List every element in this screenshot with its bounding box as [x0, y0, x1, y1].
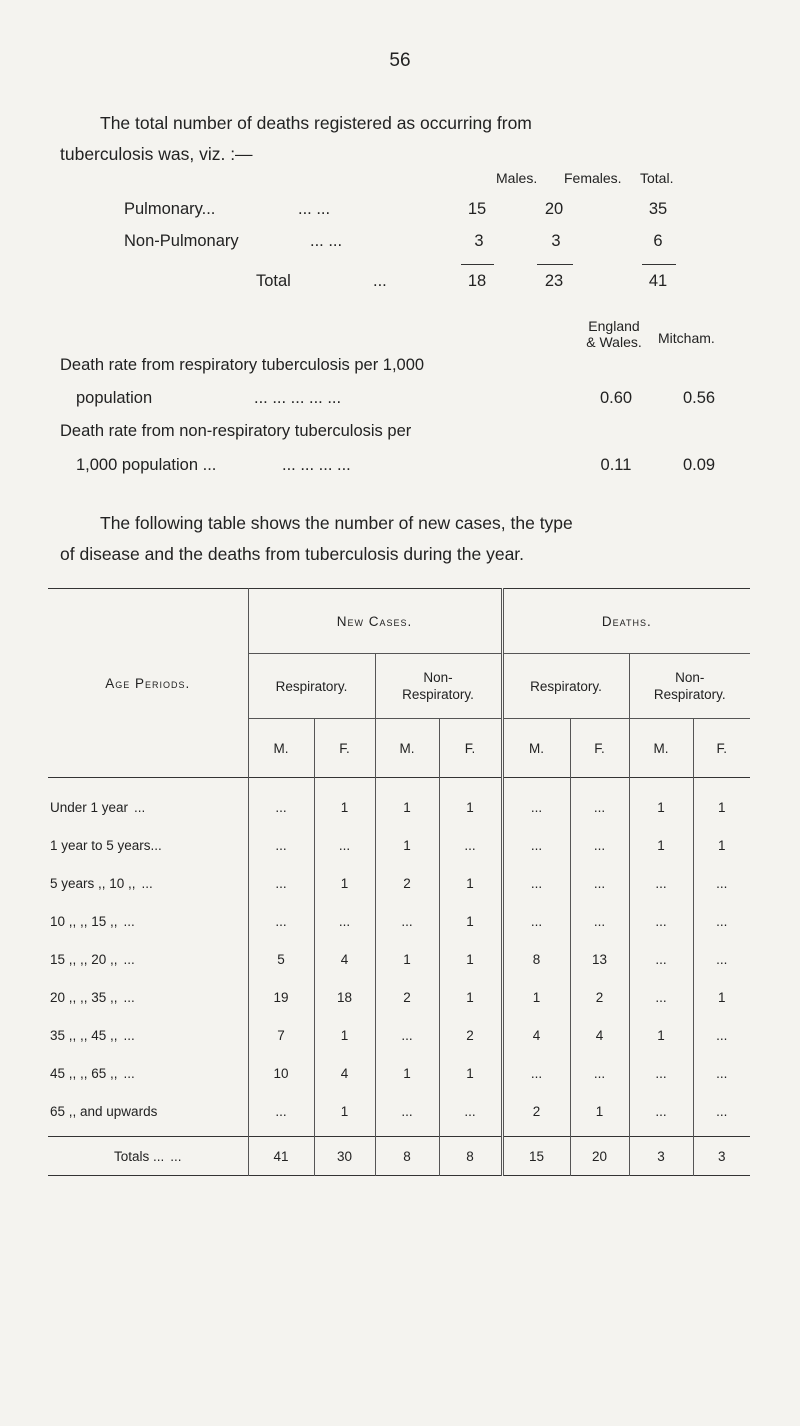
table-cell: 1 [314, 1092, 375, 1130]
males-underline [461, 264, 494, 265]
table-cell: ... [248, 788, 314, 826]
table-cell: ... [314, 826, 375, 864]
sex-m-header: M. [629, 719, 693, 778]
age-period-cell [48, 902, 248, 940]
table-cell: 1 [439, 1054, 502, 1092]
table-cell: ... [248, 1092, 314, 1130]
sex-f-header: F. [570, 719, 629, 778]
deaths-header: Deaths. [502, 589, 750, 654]
pulmonary-dots: ... ... [298, 200, 331, 218]
table-cell: 1 [570, 1092, 629, 1130]
age-period-dots: ... [123, 989, 135, 1005]
age-period-label: 20 ,, ,, 35 ,, [50, 989, 118, 1005]
new-nonresp-line1: Non- [423, 670, 453, 685]
table-cell: 4 [502, 1016, 570, 1054]
table-cell: ... [570, 826, 629, 864]
table-cell: 8 [502, 940, 570, 978]
table-cell: ... [375, 902, 439, 940]
age-period-label: 15 ,, ,, 20 ,, [50, 951, 118, 967]
rate-row2-line2: 1,000 population ... [76, 456, 217, 474]
table-cell: 19 [248, 978, 314, 1016]
age-period-label: 5 years ,, 10 ,, [50, 875, 136, 891]
rate-row1-england: 0.60 [599, 389, 633, 407]
table-cell: 41 [248, 1137, 314, 1176]
table-cell: 1 [314, 788, 375, 826]
england-header-line: England [588, 318, 640, 334]
table-cell: ... [248, 826, 314, 864]
age-period-label: Totals ... [113, 1148, 165, 1164]
sex-f-header: F. [439, 719, 502, 778]
table-cell: 1 [375, 1054, 439, 1092]
table-cell: 3 [693, 1137, 750, 1176]
age-period-dots: ... [123, 1065, 135, 1081]
table-row [48, 1092, 750, 1130]
table-cell: ... [570, 788, 629, 826]
table-cell: 1 [439, 788, 502, 826]
non-pulmonary-males: 3 [474, 232, 484, 250]
table-cell: ... [570, 864, 629, 902]
table-cell: ... [629, 940, 693, 978]
pulmonary-label: Pulmonary... [124, 200, 216, 218]
rate-row1-line1: Death rate from respiratory tuberculosis per 1,000 [60, 356, 425, 374]
table-intro-paragraph [60, 508, 760, 570]
table-cell: 13 [570, 940, 629, 978]
table-cell: 1 [629, 826, 693, 864]
age-period-cell [48, 1016, 248, 1054]
rate-row2-england: 0.11 [600, 456, 632, 474]
table-cell: ... [375, 1092, 439, 1130]
table-cell: 18 [314, 978, 375, 1016]
table-cell: 2 [375, 978, 439, 1016]
table-cell: 4 [314, 1054, 375, 1092]
table-cell: 4 [314, 940, 375, 978]
age-period-dots: ... [134, 799, 146, 815]
total-females: 23 [544, 272, 564, 290]
totals-row [48, 1137, 750, 1176]
table-cell: 2 [439, 1016, 502, 1054]
age-period-cell [48, 1054, 248, 1092]
table-cell: ... [629, 902, 693, 940]
table-cell: ... [502, 864, 570, 902]
table-cell: 2 [502, 1092, 570, 1130]
non-pulmonary-total: 6 [653, 232, 663, 250]
death-nonresp-header [629, 654, 750, 719]
death-resp-header: Respiratory. [502, 654, 629, 719]
females-underline [537, 264, 573, 265]
sex-f-header: F. [693, 719, 750, 778]
table-cell: ... [502, 788, 570, 826]
table-cell: ... [629, 978, 693, 1016]
table-cell: 1 [314, 864, 375, 902]
table-cell: 1 [375, 788, 439, 826]
table-cell: 1 [693, 788, 750, 826]
table-cell: ... [248, 902, 314, 940]
age-periods-header: Age Periods. [105, 675, 191, 691]
table-cell: 5 [248, 940, 314, 978]
age-period-cell [48, 978, 248, 1016]
table-cell: 1 [502, 978, 570, 1016]
table-cell: ... [693, 1016, 750, 1054]
age-period-dots: ... [123, 951, 135, 967]
table-cell: ... [502, 826, 570, 864]
total-males: 18 [467, 272, 487, 290]
table-cell: 1 [375, 940, 439, 978]
table-cell: 1 [439, 978, 502, 1016]
table-row [48, 788, 750, 826]
table-cell: 1 [375, 826, 439, 864]
death-nonresp-line1: Non- [675, 670, 705, 685]
table-row [48, 978, 750, 1016]
age-period-label: 10 ,, ,, 15 ,, [50, 913, 118, 929]
table-cell: ... [693, 1054, 750, 1092]
table-cell: ... [629, 864, 693, 902]
table-cell: 8 [375, 1137, 439, 1176]
table-cell: ... [314, 902, 375, 940]
table-cell: ... [629, 1092, 693, 1130]
table-cell: 4 [570, 1016, 629, 1054]
rate-row1-line2: population [76, 389, 153, 407]
age-period-cell [48, 826, 248, 864]
table-cell: ... [629, 1054, 693, 1092]
age-period-cell [48, 1137, 248, 1176]
age-period-label: Under 1 year [50, 799, 129, 815]
non-pulmonary-label: Non-Pulmonary [124, 232, 239, 250]
age-period-cell [48, 940, 248, 978]
pulmonary-males: 15 [467, 200, 487, 218]
table-cell: 8 [439, 1137, 502, 1176]
age-period-cell [48, 864, 248, 902]
table-cell: 1 [439, 864, 502, 902]
pulmonary-total: 35 [648, 200, 668, 218]
table-cell: 1 [439, 940, 502, 978]
rate-row1-dots: ... ... ... ... ... [254, 389, 342, 407]
age-period-dots: ... [141, 875, 153, 891]
age-period-label: 65 ,, and upwards [50, 1103, 158, 1119]
table-cell: 1 [693, 978, 750, 1016]
intro-paragraph [60, 108, 760, 170]
table-cell: 1 [629, 1016, 693, 1054]
age-period-dots: ... [170, 1148, 182, 1164]
table-row [48, 1054, 750, 1092]
page-number: 56 [389, 50, 411, 71]
age-period-dots [157, 1104, 163, 1119]
rate-row1-mitcham: 0.56 [682, 389, 716, 407]
table-cell: 1 [629, 788, 693, 826]
total-row-dots: ... [373, 272, 387, 290]
wales-header-line: & Wales. [586, 334, 642, 350]
total-row-label: Total [256, 272, 291, 290]
sex-m-header: M. [248, 719, 314, 778]
age-period-label: 35 ,, ,, 45 ,, [50, 1027, 118, 1043]
table-row [48, 940, 750, 978]
intro-line-1: The total number of deaths registered as occurring from [100, 113, 532, 133]
table-cell: 7 [248, 1016, 314, 1054]
sex-m-header: M. [502, 719, 570, 778]
tuberculosis-table [48, 588, 750, 1176]
table-cell: ... [439, 1092, 502, 1130]
table-intro-line-2: of disease and the deaths from tuberculosis during the year. [60, 544, 525, 564]
table-cell: ... [439, 826, 502, 864]
table-cell: ... [375, 1016, 439, 1054]
table-cell: 20 [570, 1137, 629, 1176]
age-period-label: 1 year to 5 years... [50, 837, 162, 853]
new-cases-header: New Cases. [248, 589, 502, 654]
age-period-dots [162, 838, 168, 853]
rate-row2-line1: Death rate from non-respiratory tuberculosis per [60, 422, 412, 440]
new-resp-header: Respiratory. [248, 654, 375, 719]
age-period-dots: ... [123, 913, 135, 929]
table-cell: ... [248, 864, 314, 902]
table-cell: 3 [629, 1137, 693, 1176]
age-period-label: 45 ,, ,, 65 ,, [50, 1065, 118, 1081]
table-cell: ... [693, 902, 750, 940]
males-header: Males. [496, 170, 538, 186]
table-row [48, 864, 750, 902]
table-row [48, 902, 750, 940]
table-cell: ... [693, 1092, 750, 1130]
table-cell: 30 [314, 1137, 375, 1176]
mitcham-header: Mitcham. [658, 330, 715, 346]
table-cell: ... [502, 1054, 570, 1092]
new-nonresp-header [375, 654, 502, 719]
table-cell: ... [570, 902, 629, 940]
non-pulmonary-females: 3 [551, 232, 561, 250]
rate-row2-mitcham: 0.09 [682, 456, 716, 474]
table-cell: 1 [314, 1016, 375, 1054]
table-cell: ... [502, 902, 570, 940]
table-cell: 2 [375, 864, 439, 902]
table-cell: ... [693, 864, 750, 902]
pulmonary-females: 20 [544, 200, 564, 218]
table-cell: 10 [248, 1054, 314, 1092]
table-cell: 1 [693, 826, 750, 864]
table-cell: ... [570, 1054, 629, 1092]
table-row [48, 826, 750, 864]
new-nonresp-line2: Respiratory. [402, 687, 474, 702]
total-header: Total. [640, 170, 674, 186]
sex-m-header: M. [375, 719, 439, 778]
table-cell: ... [693, 940, 750, 978]
table-cell: 15 [502, 1137, 570, 1176]
england-wales-header [574, 318, 654, 350]
table-cell: 2 [570, 978, 629, 1016]
table-cell: 1 [439, 902, 502, 940]
table-intro-line-1: The following table shows the number of new cases, the type [100, 513, 573, 533]
intro-line-2: tuberculosis was, viz. :— [60, 144, 253, 164]
total-underline [642, 264, 676, 265]
age-period-cell [48, 788, 248, 826]
table-row [48, 1016, 750, 1054]
sex-f-header: F. [314, 719, 375, 778]
females-header: Females. [564, 170, 622, 186]
rate-row2-dots: ... ... ... ... [282, 456, 351, 474]
non-pulmonary-dots: ... ... [310, 232, 343, 250]
age-period-cell [48, 1092, 248, 1130]
total-total: 41 [648, 272, 668, 290]
death-nonresp-line2: Respiratory. [653, 687, 726, 702]
age-period-dots: ... [123, 1027, 135, 1043]
